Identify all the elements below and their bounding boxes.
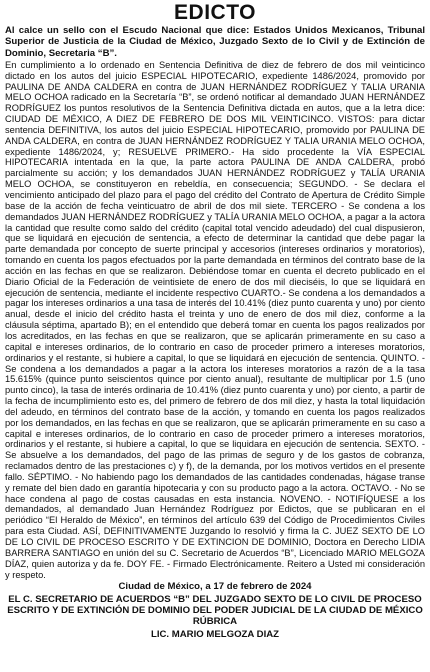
edict-body-text: En cumplimiento a lo ordenado en Sentencia Definitiva de diez de febrero de dos mil veinticinco dictado en los autos del juicio ESPECIAL HIPOTECARIO, expediente 1486/2024, promovido por PAULINA DE ANDA CALDERA en contra de JUAN HERNÁNDEZ RODRÍGUEZ Y TALIA URANIA MELO OCHOA radicado en la Secretaría “B”, se ordenó notificar al demandado JUAN HERNÁNDEZ RODRÍGUEZ los puntos resolutivos de la Sentencia Definitiva dictada en autos, que a la letra dice: CIUDAD DE MÉXICO, A DIEZ DE FEBRERO DE DOS MIL VEINTICINCO. VISTOS: para dictar sentencia DEFINITIVA, los autos del juicio ESPECIAL HIPOTECARIO, promovido por PAULINA DE ANDA CALDERA, en contra de JUAN HERNÁNDEZ RODRÍGUEZ Y TALIA URANIA MELO OCHOA, expediente 1486/2024, y; RESUELVE PRIMERO.- Ha sido procedente la VÍA ESPECIAL HIPOTECARIA intentada en la que, la parte actora PAULINA DE ANDA CALDERA, probó parcialmente su acción; y los demandados JUAN HERNÁNDEZ RODRÍGUEZ y TALÍA URANIA MELO OCHOA, se constituyeron en rebeldía, en consecuencia; SEGUNDO. - Se declara el vencimiento anticipado del plazo para el pago del crédito del Contrato de Apertura de Crédito Simple base de la acción de fecha veinticuatro de abril de dos mil siete. TERCERO - Se condena a los demandados JUAN HERNÁNDEZ RODRÍGUEZ y TALÍA URANIA MELO OCHOA, a pagar a la actora la cantidad que resulte como saldo del crédito (capital total vencido adeudado) del cual dispusieron, que se liquidará en ejecución de sentencia, a efecto de determinar la cantidad que debe pagar la parte demandada por concepto de suerte principal y accesorios (intereses ordinarios y moratorios), tomando en cuenta los pagos efectuados por la parte demandada en términos del contrato base de la acción en las fechas en que se realizaron. Debiéndose tomar en cuenta el decreto publicado en el Diario Oficial de la Federación de veintisiete de enero de dos mil dieciséis, lo que se liquidará en ejecución de sentencia, mediante el incidente respectivo CUARTO.- Se condena a los demandados a pagar los intereses ordinarios a una tasa de interés del 10.41% (diez punto cuarenta y uno) por ciento anual, desde el inicio del crédito hasta el treinta y uno de enero de dos mil diez, conforme a la cláusula séptima, apartado B); en el entendido que deberá tomar en cuenta los pagos realizados por los acreditados, en las fechas en que se realizaron, que se aplicarán primeramente en su caso a capital e intereses ordinarios, de lo contrario en caso de proceder primero a intereses moratorios, ordinarios y el restante, si hubiere a capital, lo que se liquidará en ejecución de sentencia. QUINTO. - Se condena a los demandados a pagar a la actora los intereses moratorios a razón de a la tasa 15.615% (quince punto seiscientos quince por ciento anual), resultante de multiplicar por 1.5 (uno punto cinco), la tasa de interés ordinaria de 10.41% (diez punto cuarenta y uno) por ciento, a partir de la fecha de incumplimiento esto es, del primero de febrero de dos mil diez, y hasta la total liquidación del adeudo, en términos del contrato base de la acción, y tomando en cuenta los pagos realizados por los demandados, en las fechas en que se realizaron, que se aplicarán primeramente en su caso a capital e intereses ordinarios, de lo contrario en caso de proceder primero a intereses moratorios, ordinarios y el restante, si hubiere a capital, lo que se liquidara en ejecución de sentencia. SEXTO. - Se absuelve a los demandados, del pago de las primas de seguro y de los gastos de cobranza, reclamados dentro de las prestaciones c) y f), de la demanda, por los motivos vertidos en el presente fallo. SÉPTIMO. - No habiendo pago los demandados de las cantidades condenadas, hágase transe y remate del bien dado en garantía hipotecaria y con su producto pago a la actora. OCTAVO. - No se hace condena al pago de costas causadas en esta instancia. NOVENO. - NOTIFÍQUESE a los demandados, al demandado Juan Hernández Rodríguez por Edictos, que se publicaran en el periódico “El Heraldo de México”, en términos del artículo 639 del Código de Procedimientos Civiles para esta Ciudad. ASÍ, DEFINITIVAMENTE Juzgando lo resolvió y firma la C. JUEZ SEXTO DE LO DE LO CIVIL DE PROCESO ESCRITO Y DE EXTINCION DE DOMINIO, Doctora en Derecho LIDIA BARRERA SANTIAGO en unión del su C. Secretario de Acuerdos “B”, Licenciado MARIO MELGOZA DÍAZ, quien autoriza y da fe. DOY FE. - Firmado Electrónicamente. Reitero a Usted mi consideración y respeto. bbox=[5, 59, 425, 580]
document-title: EDICTO bbox=[174, 1, 256, 24]
signature-block: EL C. SECRETARIO DE ACUERDOS “B” DEL JUZGADO SEXTO DE LO CIVIL DE PROCESO ESCRITO Y DE EXTINCIÓN DE DOMINIO DEL PODER JUDICIAL DE LA CIUDAD DE MÉXICO RÚBRICA bbox=[7, 594, 423, 628]
signer-name: LIC. MARIO MELGOZA DIAZ bbox=[150, 629, 280, 641]
seal-description: Al calce un sello con el Escudo Nacional que dice: Estados Unidos Mexicanos, Tribunal Superior de Justicia de la Ciudad de México, Juzgado Sexto de lo Civil y de Extinción de Dominio, Secretaria “B”. bbox=[5, 25, 425, 59]
date-line: Ciudad de México, a 17 de febrero de 2024 bbox=[118, 581, 312, 593]
